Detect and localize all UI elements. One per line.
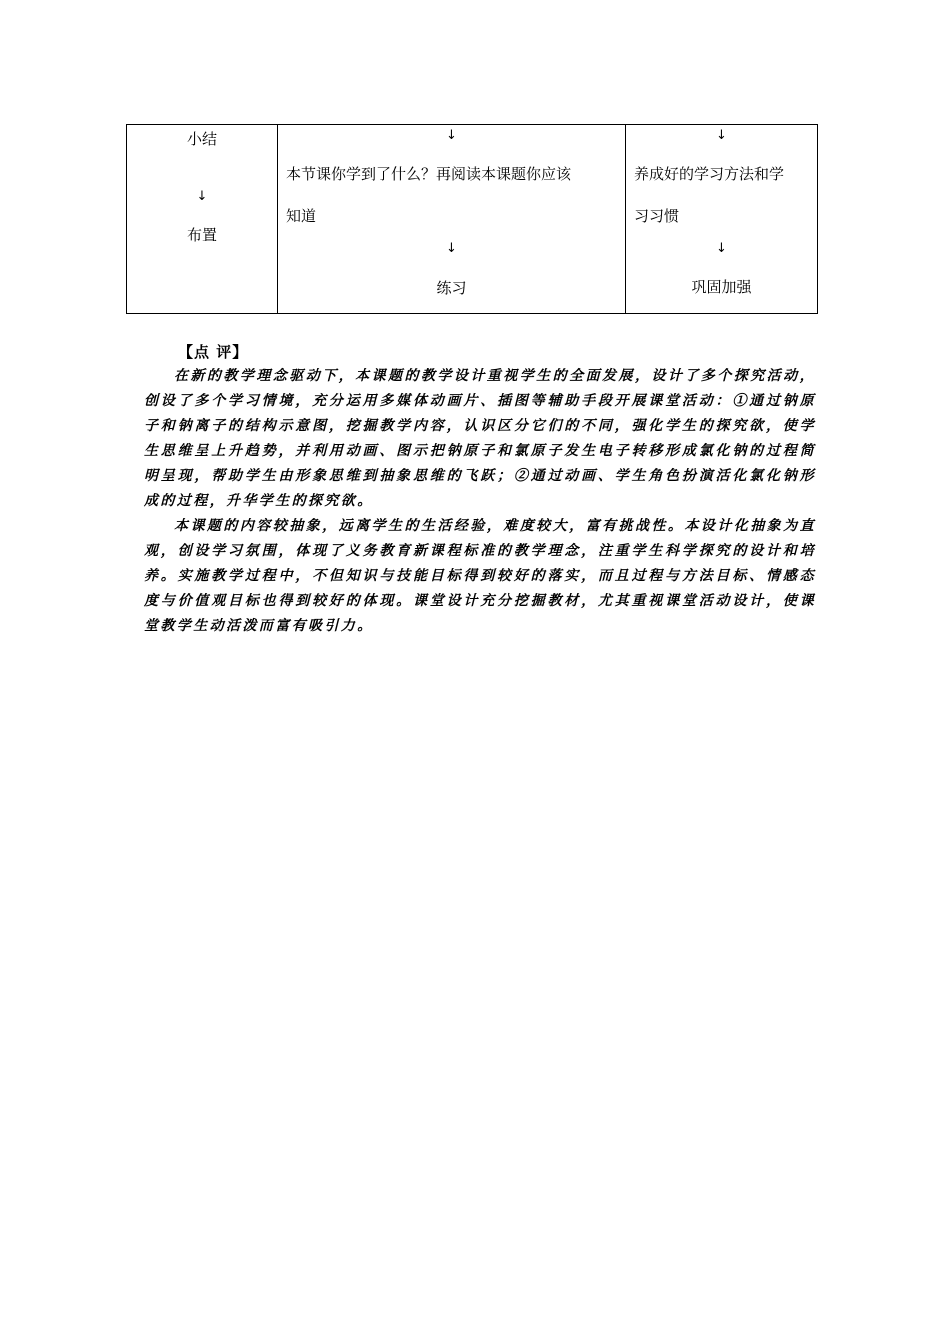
lesson-summary-table [126, 124, 818, 314]
review-paragraph-1: 在新的教学理念驱动下，本课题的教学设计重视学生的全面发展，设计了多个探究活动，创设了多个学习情境，充分运用多媒体动画片、插图等辅助手段开展课堂活动：①通过钠原子和钠离子的结构示意图，挖掘教学内容，认识区分它们的不同，强化学生的探究欲，使学生思维呈上升趋势，并利用动画、图示把钠原子和氯原子发生电子转移形成氯化钠的过程简明呈现，帮助学生由形象思维到抽象思维的飞跃；②通过动画、学生角色扮演活化氯化钠形成的过程，升华学生的探究欲。 [144, 368, 816, 509]
down-arrow-icon: ↓ [716, 241, 727, 256]
stage-cell [127, 125, 278, 314]
summary-question-line2: 知道 [286, 207, 317, 225]
review-paragraph-2: 本课题的内容较抽象，远离学生的生活经验，难度较大，富有挑战性。本设计化抽象为直观，创设学习氛围，体现了义务教育新课程标准的教学理念，注重学生科学探究的设计和培养。实施教学过程中，不但知识与技能目标得到较好的落实，而且过程与方法目标、情感态度与价值观目标也得到较好的体现。课堂设计充分挖掘教材，尤其重视课堂活动设计，使课堂教学生动活泼而富有吸引力。 [144, 518, 816, 634]
stage-summary-label: 小结 [186, 130, 217, 148]
down-arrow-icon: ↓ [196, 189, 208, 204]
stage-assignment-label: 布置 [186, 226, 217, 244]
practice-label: 练习 [436, 279, 467, 297]
intent-line1: 养成好的学习方法和学 [634, 165, 785, 183]
down-arrow-icon: ↓ [716, 128, 727, 143]
down-arrow-icon: ↓ [446, 128, 457, 143]
consolidate-label: 巩固加强 [691, 278, 752, 296]
design-intent-cell [626, 125, 818, 314]
teacher-activity-cell [278, 125, 626, 314]
down-arrow-icon: ↓ [446, 241, 457, 256]
review-heading: 【点 评】 [178, 343, 249, 361]
table-row [127, 125, 818, 314]
summary-question-line1: 本节课你学到了什么？再阅读本课题你应该 [286, 165, 572, 183]
review-section [144, 340, 816, 639]
intent-line2: 习习惯 [634, 207, 680, 225]
